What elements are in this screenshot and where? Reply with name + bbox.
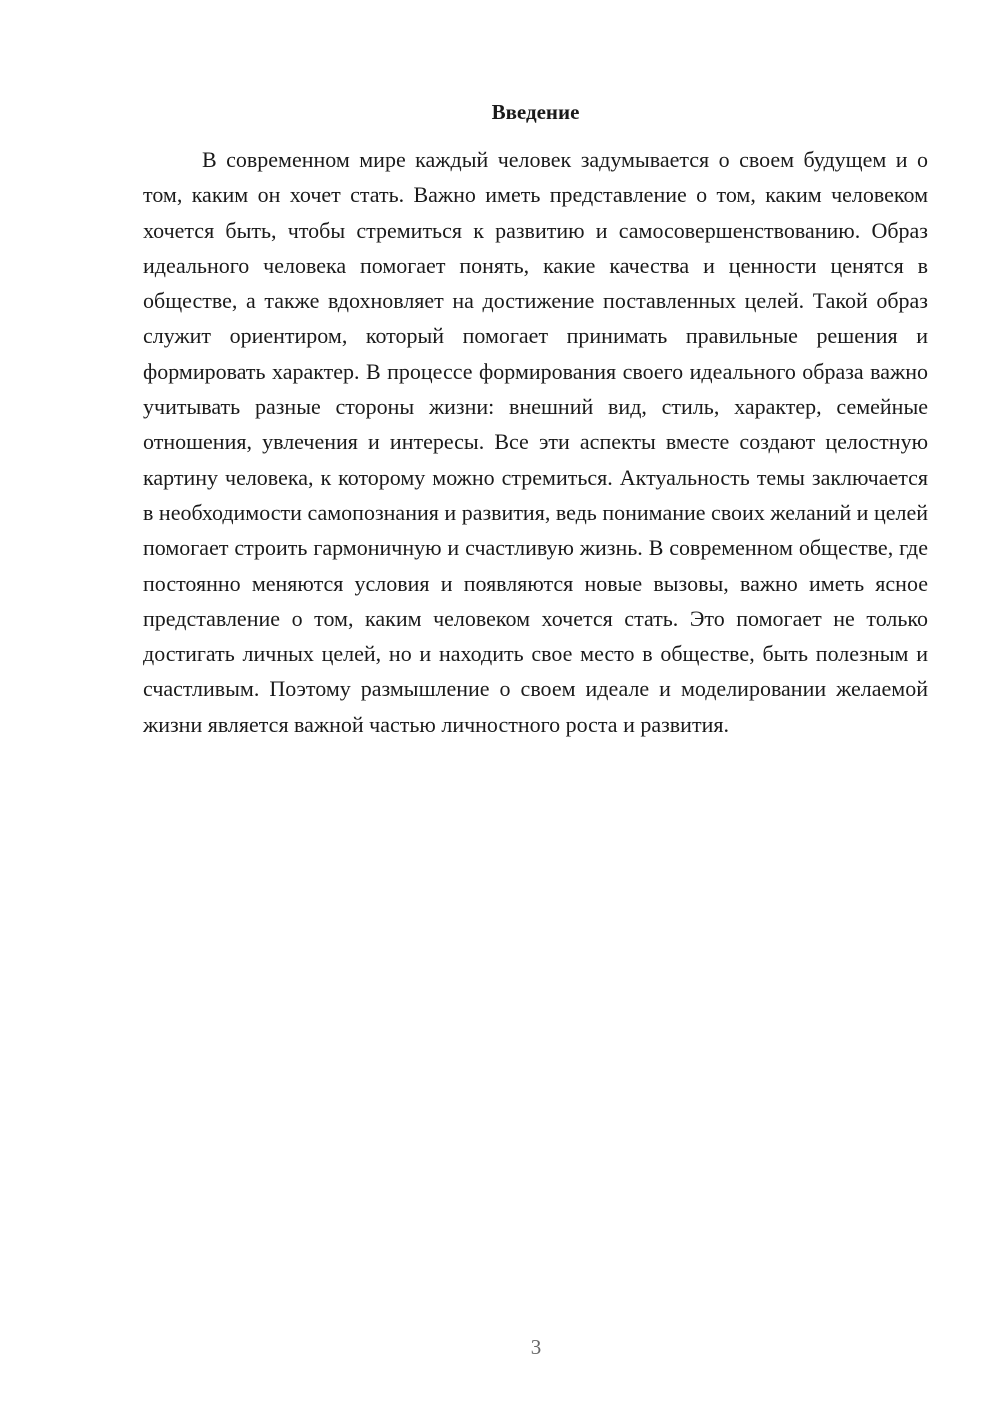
page-number: 3 [530, 1335, 542, 1359]
body-paragraph: В современном мире каждый человек задумывается о своем будущем и о том, каким он хочет стать. Важно иметь представление о том, каким человеком хочется быть, чтобы стремиться к развитию и самосовершенствованию. Образ идеального человека помогает понять, какие качества и ценности ценятся в обществе, а также вдохновляет на достижение поставленных целей. Такой образ служит ориентиром, который помогает принимать правильные решения и формировать характер. В процессе формирования своего идеального образа важно учитывать разные стороны жизни: внешний вид, стиль, характер, семейные отношения, увлечения и интересы. Все эти аспекты вместе создают целостную картину человека, к которому можно стремиться. Актуальность темы заключается в необходимости самопознания и развития, ведь понимание своих желаний и целей помогает строить гармоничную и счастливую жизнь. В современном обществе, где постоянно меняются условия и появляются новые вызовы, важно иметь ясное представление о том, каким человеком хочется стать. Это помогает не только достигать личных целей, но и находить свое место в обществе, быть полезным и счастливым. Поэтому размышление о своем идеале и моделировании желаемой жизни является важной частью личностного роста и развития. [143, 147, 928, 737]
page-title: Введение [491, 100, 580, 124]
